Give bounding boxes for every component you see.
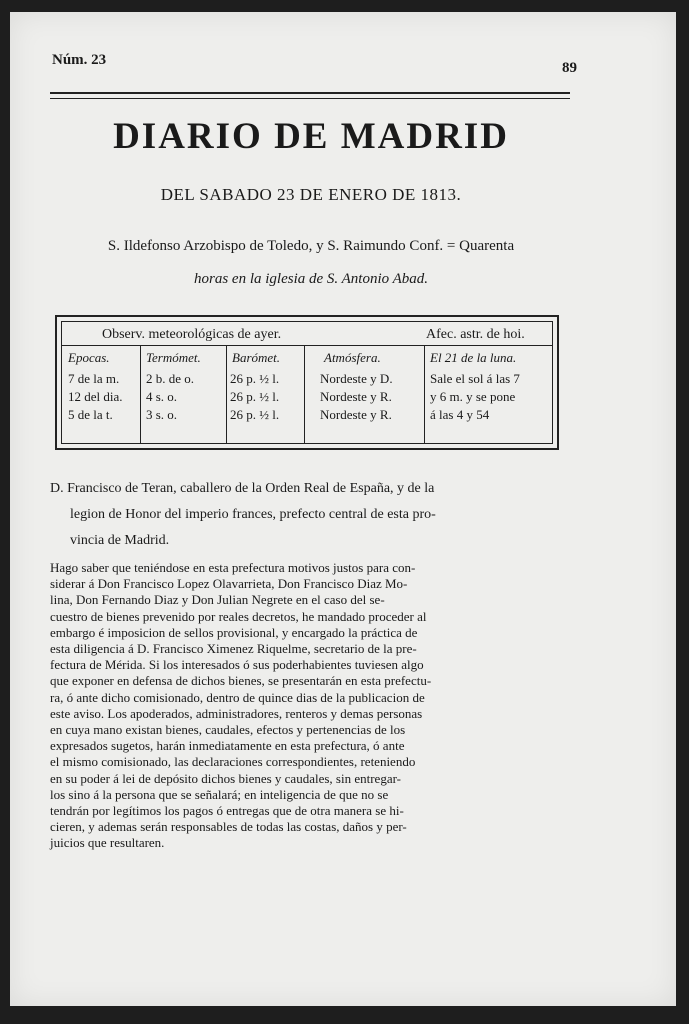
column-divider: [304, 345, 305, 443]
barometro-column: [230, 370, 279, 424]
col-header-epocas: Epocas.: [68, 350, 110, 365]
newspaper-page: [10, 12, 676, 1006]
column-divider: [226, 345, 227, 443]
body-line: en su poder á lei de depósito dichos bienes y caudales, sin entregar-: [50, 770, 401, 786]
astro-column: [430, 370, 520, 424]
col-header-termometro: Termómet.: [146, 350, 201, 365]
body-line: los sino á la persona que se señalará; en inteligencia de que no se: [50, 786, 389, 802]
epocas-column: [68, 370, 123, 424]
dateline: DEL SABADO 23 DE ENERO DE 1813.: [160, 185, 462, 204]
body-line: embargo é imposicion de sellos provisional, y encargado la práctica de: [50, 624, 418, 640]
table-cell: 2 b. de o.: [146, 371, 195, 386]
atmosfera-column: [320, 370, 393, 424]
col-header-atmosfera: Atmósfera.: [324, 350, 381, 365]
body-line: juicios que resultaren.: [50, 835, 165, 851]
body-line: lina, Don Fernando Diaz y Don Julian Negrete en el caso del se-: [50, 592, 385, 608]
table-cell: Nordeste y R.: [320, 407, 392, 422]
body-line: ra, ó ante dicho comisionado, dentro de quince dias de la publicacion de: [50, 689, 425, 705]
table-cell: Nordeste y R.: [320, 389, 392, 404]
body-line: el mismo comisionado, las declaraciones correspondientes, reteniendo: [50, 754, 416, 770]
meteorological-table: [55, 315, 559, 450]
heading-line: vincia de Madrid.: [70, 533, 170, 548]
body-line: en cuya mano existan bienes, caudales, efectos y pertenencias de los: [50, 722, 406, 738]
body-line: expresados sugetos, harán inmediatamente en esta prefectura, ó ante: [50, 738, 405, 754]
table-divider: [62, 345, 552, 346]
top-rule-thin: [50, 98, 570, 99]
body-line: Hago saber que teniéndose en esta prefectura motivos justos para con-: [50, 560, 416, 575]
column-divider: [140, 345, 141, 443]
meteo-heading: Observ. meteorológicas de ayer.: [102, 327, 282, 342]
body-line: fectura de Mérida. Si los interesados ó sus poderhabientes tuviesen algo: [50, 657, 424, 673]
termometro-column: [146, 370, 194, 424]
table-cell: 26 p. ½ l.: [230, 371, 280, 386]
table-cell: 26 p. ½ l.: [230, 389, 280, 404]
table-cell: 4 s. o.: [146, 389, 178, 404]
heading-line: legion de Honor del imperio frances, prefecto central de esta pro-: [70, 507, 436, 522]
body-line: siderar á Don Francisco Lopez Olavarrieta, Don Francisco Diaz Mo-: [50, 576, 408, 592]
body-line: que exponer en defensa de dichos bienes, se presentarán en esta prefectu-: [50, 673, 432, 689]
top-rule: [50, 92, 570, 94]
table-cell: á las 4 y 54: [430, 407, 490, 422]
table-cell: 7 de la m.: [68, 371, 120, 386]
page-number: 89: [562, 60, 577, 76]
issue-number: Núm. 23: [52, 52, 107, 68]
body-line: este aviso. Los apoderados, administradores, renteros y demas personas: [50, 705, 423, 721]
table-cell: Sale el sol á las 7: [430, 371, 520, 386]
col-header-barometro: Barómet.: [232, 350, 281, 365]
saints-line-2: horas en la iglesia de S. Antonio Abad.: [193, 271, 429, 287]
table-cell: Nordeste y D.: [320, 371, 393, 386]
masthead-title: DIARIO DE MADRID: [113, 116, 509, 157]
table-cell: 26 p. ½ l.: [230, 407, 280, 422]
body-line: cuestro de bienes prevenido por reales decretos, he mandado proceder al: [50, 608, 427, 624]
heading-line: D. Francisco de Teran, caballero de la Orden Real de España, y de la: [50, 481, 435, 496]
table-cell: 12 del dia.: [68, 389, 123, 404]
body-line: cieren, y ademas serán responsables de todas las costas, daños y per-: [50, 819, 407, 835]
saints-line: S. Ildefonso Arzobispo de Toledo, y S. Raimundo Conf. = Quarenta: [107, 238, 515, 254]
body-line: esta diligencia á D. Francisco Ximenez Riquelme, secretario de la pre-: [50, 641, 417, 657]
body-line: tendrán por legítimos los pagos ó entregas que de otra manera se hi-: [50, 803, 404, 819]
article-heading: [50, 476, 572, 554]
col-header-luna: El 21 de la luna.: [430, 350, 517, 365]
table-cell: 5 de la t.: [68, 407, 113, 422]
table-cell: y 6 m. y se pone: [430, 389, 516, 404]
table-cell: 3 s. o.: [146, 407, 178, 422]
column-divider: [424, 345, 425, 443]
astro-heading: Afec. astr. de hoi.: [426, 327, 525, 342]
article-body: [50, 560, 570, 852]
